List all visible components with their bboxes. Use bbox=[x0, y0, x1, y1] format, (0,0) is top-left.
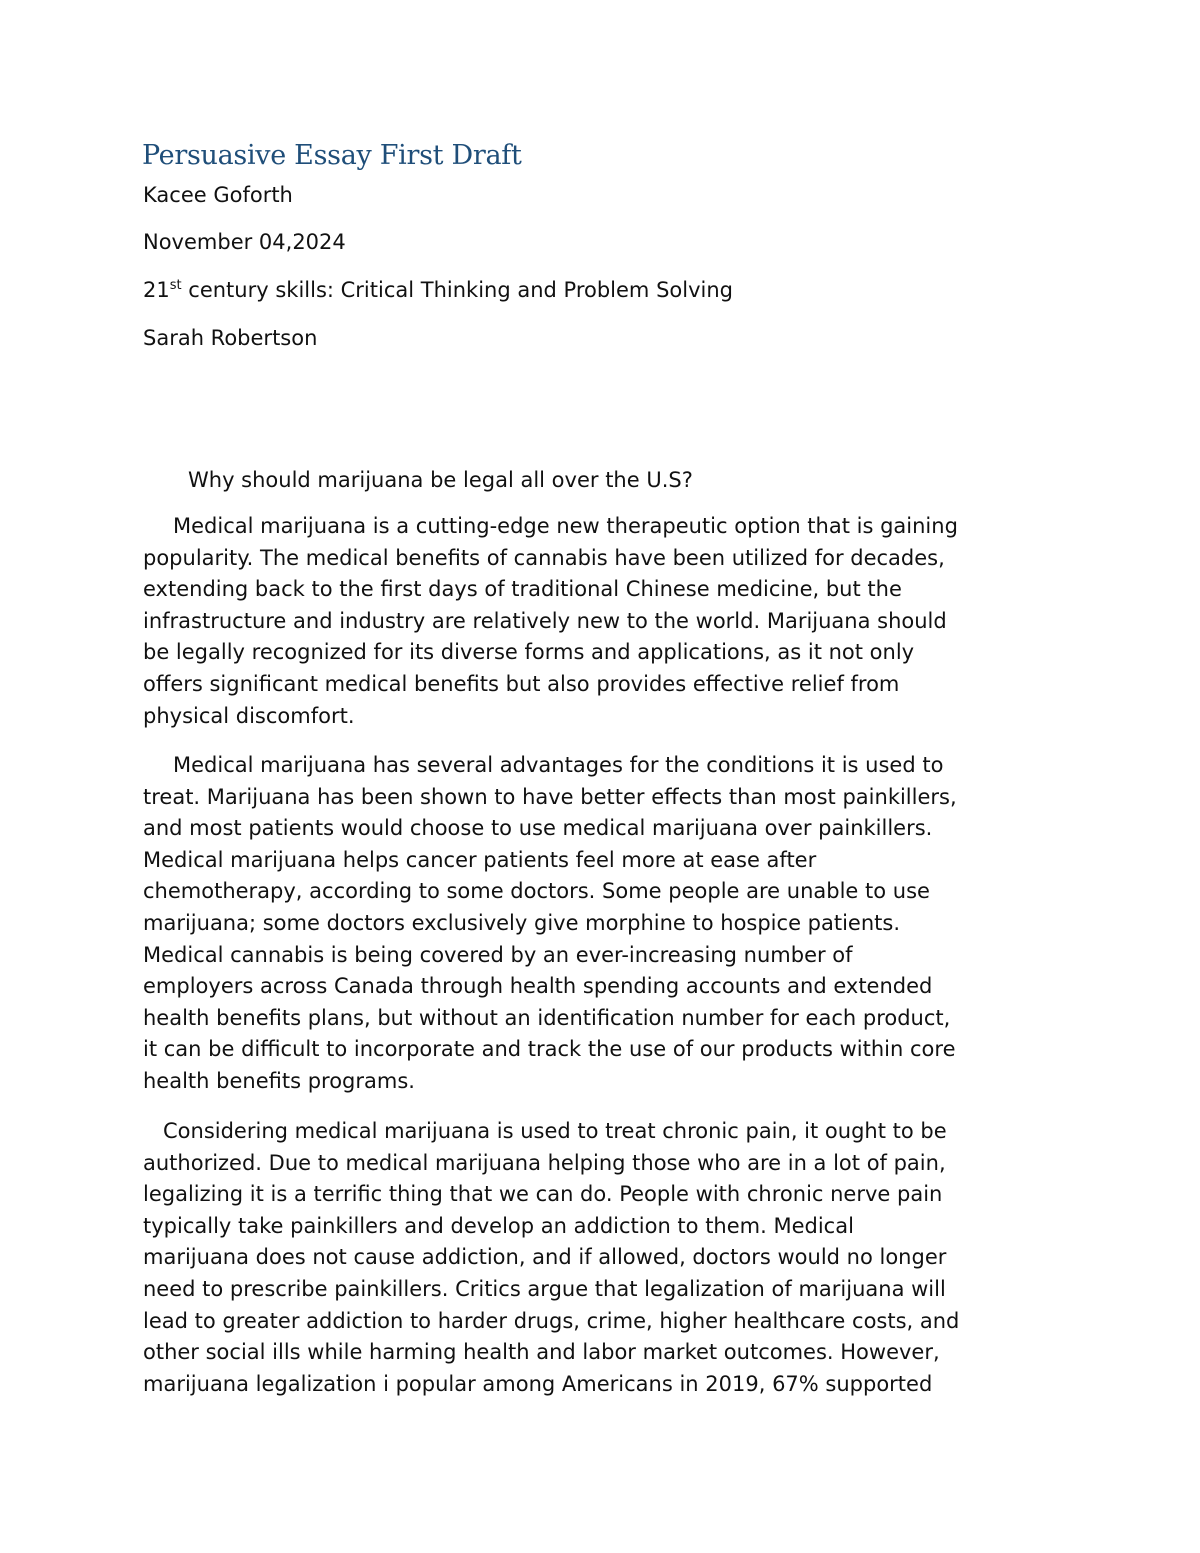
instructor-name: Sarah Robertson bbox=[143, 326, 318, 350]
essay-paragraph-2 bbox=[143, 750, 1083, 1098]
course-title: century skills: Critical Thinking and Problem Solving bbox=[181, 278, 733, 302]
document-title: Persuasive Essay First Draft bbox=[142, 140, 522, 171]
paragraph-line: physical discomfort. bbox=[143, 703, 355, 728]
paragraph-line: health benefits programs. bbox=[143, 1068, 415, 1093]
paragraph-line: it can be difficult to incorporate and track the use of our products within core bbox=[143, 1037, 956, 1062]
paragraph-line: Considering medical marijuana is used to treat chronic pain, it ought to be bbox=[163, 1119, 947, 1143]
essay-question-heading: Why should marijuana be legal all over the U.S? bbox=[188, 468, 693, 492]
paragraph-line: popularity. The medical benefits of cannabis have been utilized for decades, bbox=[143, 545, 945, 570]
paragraph-line: offers significant medical benefits but also provides effective relief from bbox=[143, 671, 900, 696]
paragraph-line: Medical marijuana helps cancer patients feel more at ease after bbox=[143, 847, 817, 872]
paragraph-line: infrastructure and industry are relatively new to the world. Marijuana should bbox=[143, 608, 947, 633]
paragraph-line: marijuana does not cause addiction, and if allowed, doctors would no longer bbox=[143, 1245, 947, 1270]
paragraph-line: employers across Canada through health spending accounts and extended bbox=[143, 974, 933, 999]
paragraph-line: authorized. Due to medical marijuana helping those who are in a lot of pain, bbox=[143, 1150, 946, 1175]
paragraph-line: extending back to the first days of traditional Chinese medicine, but the bbox=[143, 577, 902, 602]
paragraph-line: typically take painkillers and develop an addiction to them. Medical bbox=[143, 1213, 854, 1238]
paragraph-line: other social ills while harming health and labor market outcomes. However, bbox=[143, 1340, 940, 1365]
document-date: November 04,2024 bbox=[143, 230, 346, 254]
paragraph-line: and most patients would choose to use medical marijuana over painkillers. bbox=[143, 816, 933, 841]
essay-paragraph-3 bbox=[143, 1116, 1083, 1400]
essay-paragraph-1 bbox=[143, 511, 1083, 732]
course-number: 21 bbox=[143, 278, 170, 302]
paragraph-line: need to prescribe painkillers. Critics argue that legalization of marijuana will bbox=[143, 1276, 946, 1301]
paragraph-line: marijuana; some doctors exclusively give morphine to hospice patients. bbox=[143, 910, 901, 935]
paragraph-line: health benefits plans, but without an identification number for each product, bbox=[143, 1005, 951, 1030]
paragraph-line: Medical marijuana has several advantages for the conditions it is used to bbox=[173, 753, 944, 777]
paragraph-line: chemotherapy, according to some doctors. Some people are unable to use bbox=[143, 879, 930, 904]
paragraph-line: Medical cannabis is being covered by an ever-increasing number of bbox=[143, 942, 853, 967]
paragraph-line: be legally recognized for its diverse forms and applications, as it not only bbox=[143, 640, 915, 665]
paragraph-line: legalizing it is a terrific thing that we can do. People with chronic nerve pain bbox=[143, 1182, 943, 1207]
course-name bbox=[143, 278, 733, 302]
course-ordinal-superscript: st bbox=[169, 278, 182, 293]
paragraph-line: treat. Marijuana has been shown to have better effects than most painkillers, bbox=[143, 784, 957, 809]
paragraph-line: lead to greater addiction to harder drugs, crime, higher healthcare costs, and bbox=[143, 1308, 960, 1333]
paragraph-line: marijuana legalization i popular among Americans in 2019, 67% supported bbox=[143, 1371, 933, 1396]
author-name: Kacee Goforth bbox=[143, 183, 293, 207]
paragraph-line: Medical marijuana is a cutting-edge new therapeutic option that is gaining bbox=[173, 514, 958, 538]
